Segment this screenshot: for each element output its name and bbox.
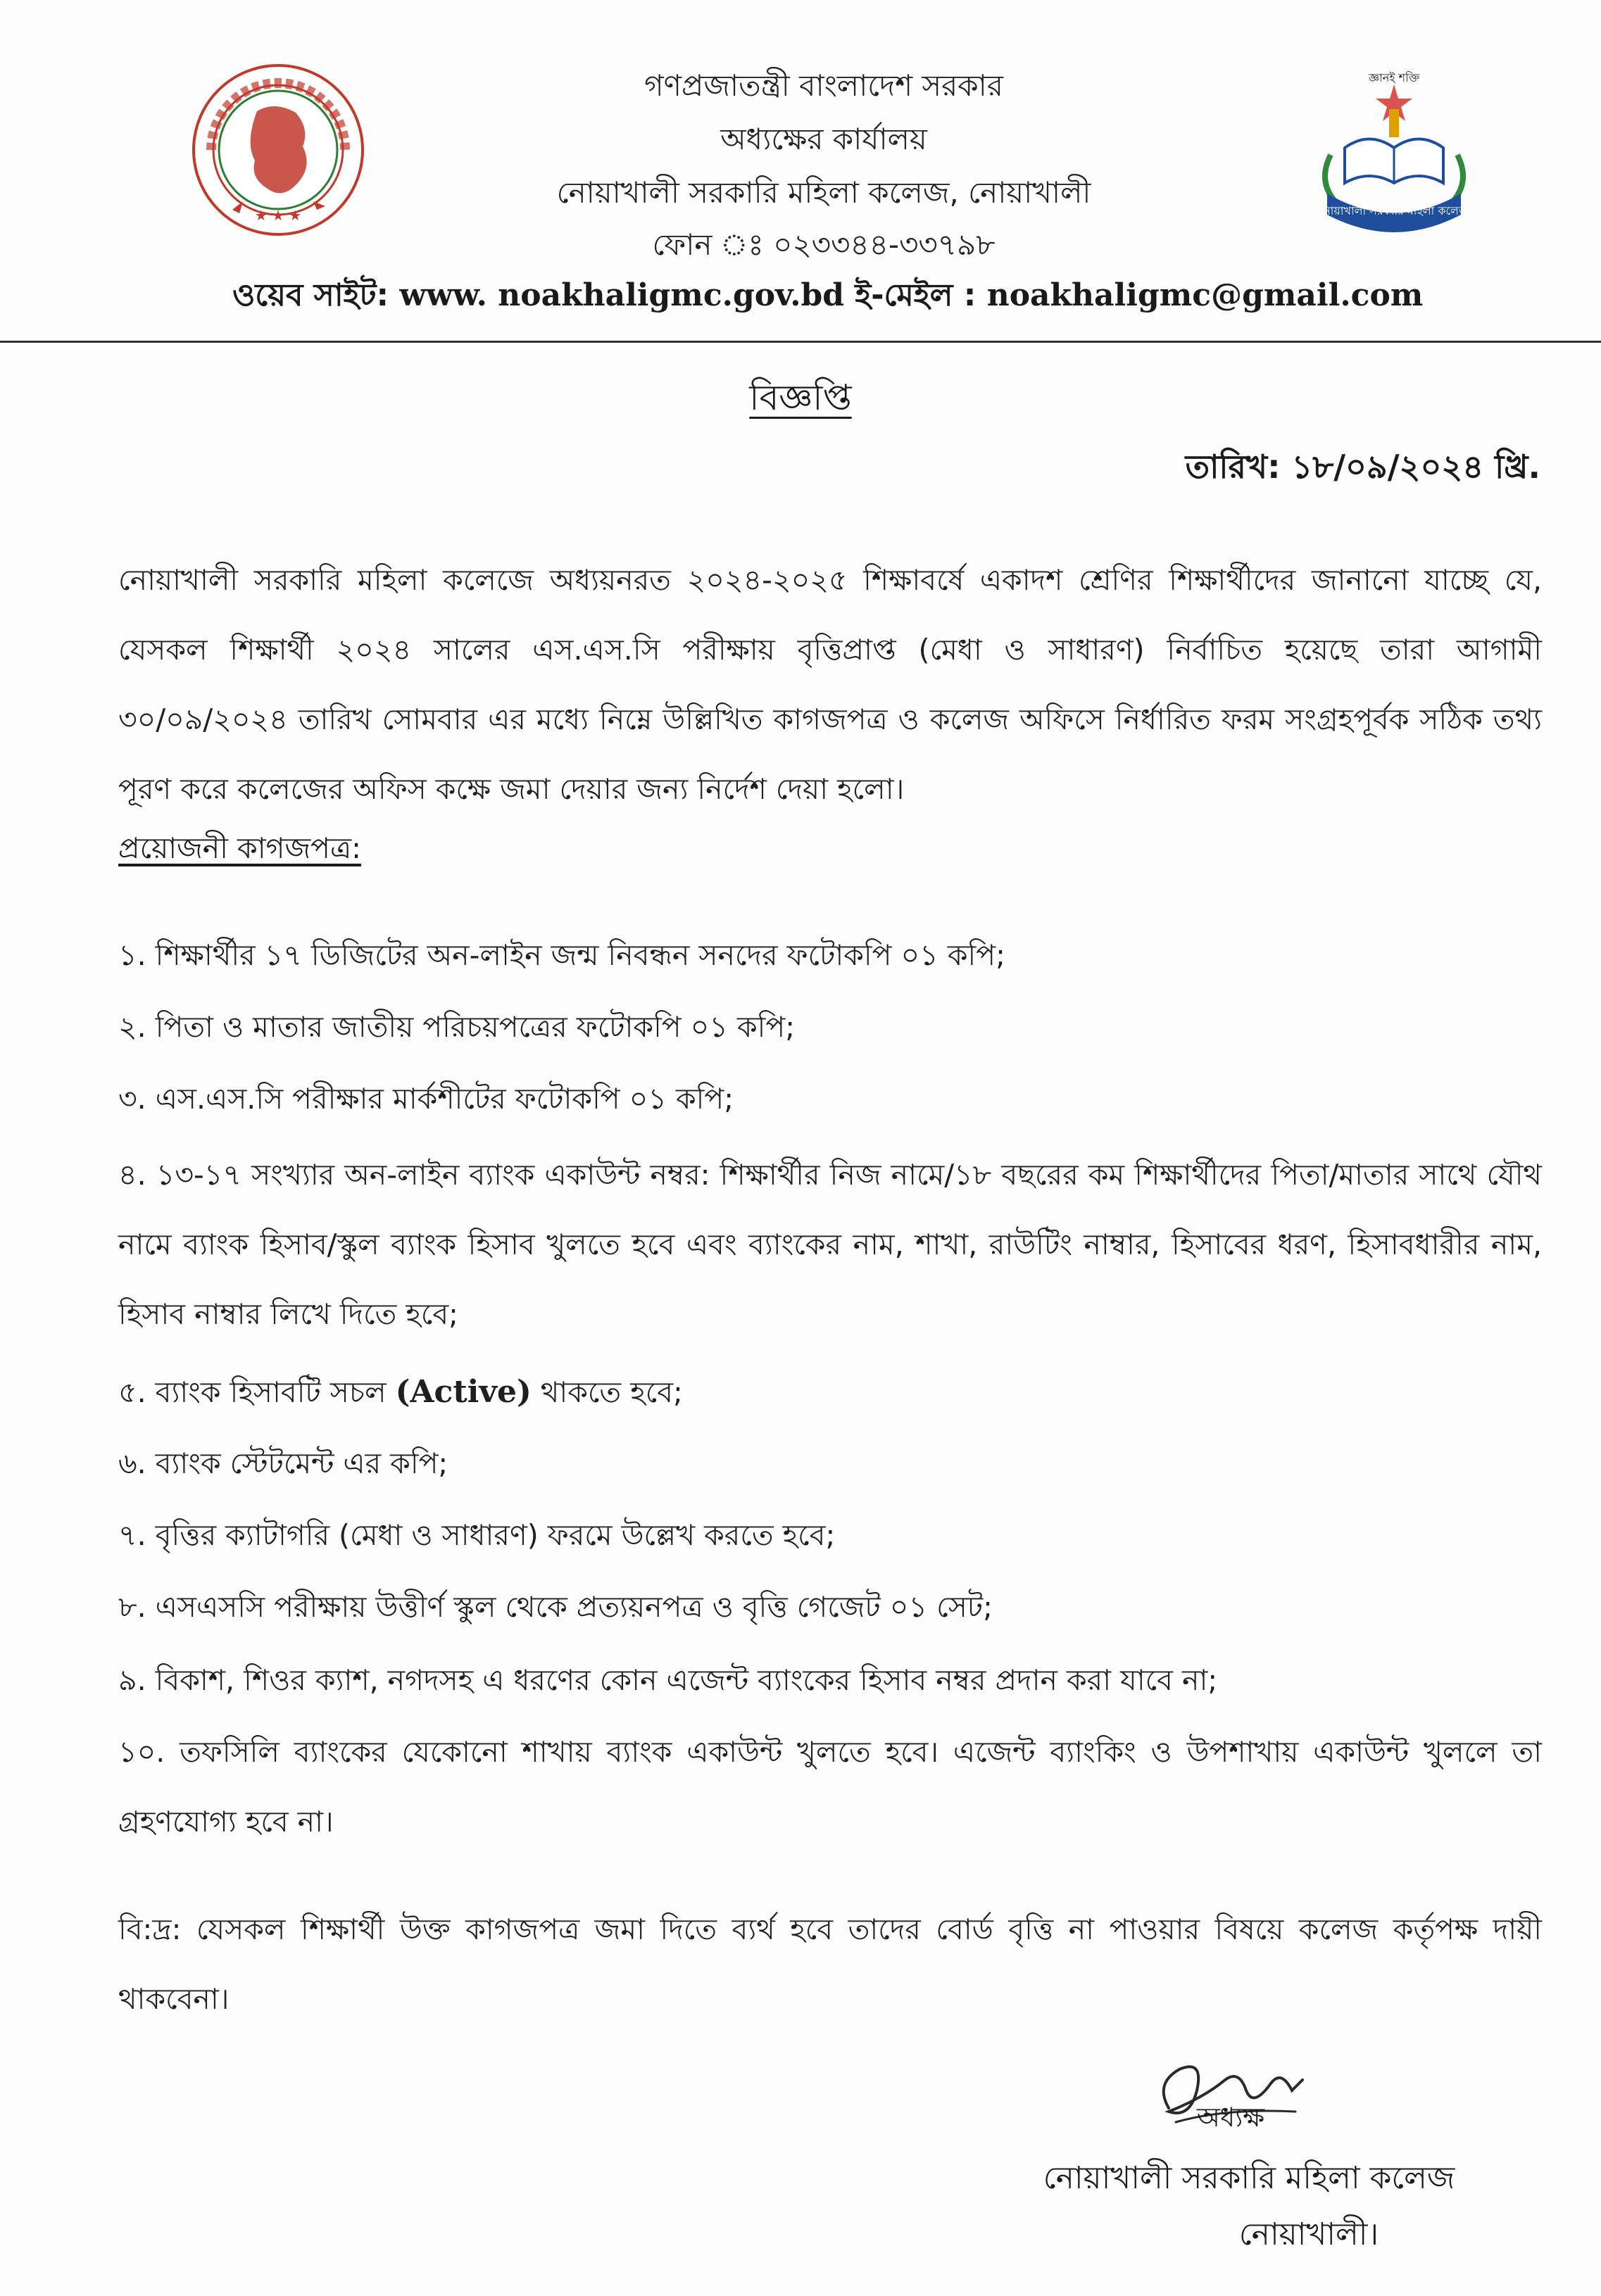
signatory-title: অধ্যক্ষ — [1197, 2102, 1265, 2133]
email-label: ই-মেইল : — [844, 277, 987, 313]
notice-date: তারিখ: ১৮/০৯/২০২৪ খ্রি. — [1185, 448, 1540, 486]
logo-motto: জ্ঞানই শক্তি — [1368, 71, 1420, 84]
requirement-item: ৭. বৃত্তির ক্যাটাগরি (মেধা ও সাধারণ) ফরমে উল্লেখ করতে হবে; — [118, 1518, 836, 1552]
signatory-organization: নোয়াখালী সরকারি মহিলা কলেজ — [1043, 2160, 1455, 2196]
requirement-item: ৬. ব্যাংক স্টেটমেন্ট এর কপি; — [118, 1446, 448, 1480]
requirement-item: ৫. ব্যাংক হিসাবটি সচল (Active) থাকতে হবে; — [118, 1374, 683, 1410]
requirement-item: ২. পিতা ও মাতার জাতীয় পরিচয়পত্রের ফটোকপি ০১ কপি; — [118, 1010, 796, 1044]
svg-text:★ ★ ★: ★ ★ ★ — [254, 207, 302, 224]
requirement-item: ১০. তফসিলি ব্যাংকের যেকোনো শাখায় ব্যাংক একাউন্ট খুলতে হবে। এজেন্ট ব্যাংকিং ও উপশাখায় একাউন্ট খুললে তা গ্রহণযোগ্য হবে না। — [118, 1735, 1542, 1838]
signatory-place: নোয়াখালী। — [1238, 2216, 1379, 2252]
email-link[interactable]: noakhaligmc@gmail.com — [986, 277, 1424, 313]
requirement-item: ৮. এসএসসি পরীক্ষায় উত্তীর্ণ স্কুল থেকে প্রত্যয়নপত্র ও বৃত্তি গেজেট ০১ সেট; — [118, 1590, 993, 1624]
requirement-item: ৩. এস.এস.সি পরীক্ষার মার্কশীটের ফটোকপি ০১ কপি; — [118, 1082, 734, 1116]
website-link[interactable]: www. noakhaligmc.gov.bd — [399, 277, 845, 313]
logo-caption: নোয়াখালী সরকারি মহিলা কলেজ — [1319, 204, 1469, 217]
header-college: নোয়াখালী সরকারি মহিলা কলেজ, নোয়াখালী — [556, 175, 1091, 210]
requirement-item: ১. শিক্ষার্থীর ১৭ ডিজিটের অন-লাইন জন্ম নিবন্ধন সনদের ফটোকপি ০১ কপি; — [118, 938, 1005, 972]
requirement-item: ৪. ১৩-১৭ সংখ্যার অন-লাইন ব্যাংক একাউন্ট নম্বর: শিক্ষার্থীর নিজ নামে/১৮ বছরের কম শিক্ষার্থীদের পিতা/মাতার সাথে যৌথ নামে ব্যাংক হিসাব/স্কুল ব্যাংক হিসাব খুলতে হবে এবং ব্যাংকের নাম, শাখা, রাউটিং নাম্বার, হিসাবের ধরণ, হিসাবধারীর নাম, হিসাব নাম্বার লিখে দিতে হবে; — [118, 1158, 1542, 1331]
requirements-heading: প্রয়োজনী কাগজপত্র: — [118, 831, 361, 865]
requirement-item: ৯. বিকাশ, শিওর ক্যাশ, নগদসহ এ ধরণের কোন এজেন্ট ব্যাংকের হিসাব নম্বর প্রদান করা যাবে না; — [118, 1663, 1218, 1697]
header-office: অধ্যক্ষের কার্যালয় — [720, 122, 927, 156]
notice-intro: নোয়াখালী সরকারি মহিলা কলেজে অধ্যয়নরত ২০২৪-২০২৫ শিক্ষাবর্ষে একাদশ শ্রেণির শিক্ষার্থীদের জানানো যাচ্ছে যে, যেসকল শিক্ষার্থী ২০২৪ সালের এস.এস.সি পরীক্ষায় বৃত্তিপ্রাপ্ত (মেধা ও সাধারণ) নির্বাচিত হয়েছে তারা আগামী ৩০/০৯/২০২৪ তারিখ সোমবার এর মধ্যে নিম্নে উল্লিখিত কাগজপত্র ও কলেজ অফিসে নির্ধারিত ফরম সংগ্রহপূর্বক সঠিক তথ্য পূরণ করে কলেজের অফিস কক্ষে জমা দেয়ার জন্য নির্দেশ দেয়া হলো। — [118, 563, 1542, 806]
header-phone: ফোন ঃ ০২৩৩৪৪-৩৩৭৯৮ — [652, 227, 996, 262]
header-government: গণপ্রজাতন্ত্রী বাংলাদেশ সরকার — [644, 68, 1003, 103]
header-contact-line — [232, 273, 1429, 318]
notice-note: বি:দ্র: যেসকল শিক্ষার্থী উক্ত কাগজপত্র জমা দিতে ব্যর্থ হবে তাদের বোর্ড বৃত্তি না পাওয়ার বিষয়ে কলেজ কর্তৃপক্ষ দায়ী থাকবেনা। — [118, 1912, 1542, 2016]
website-label: ওয়েব সাইট: — [232, 277, 400, 313]
notice-title: বিজ্ঞপ্তি — [749, 377, 852, 418]
active-term: (Active) — [395, 1374, 532, 1410]
header-divider — [0, 341, 1601, 343]
